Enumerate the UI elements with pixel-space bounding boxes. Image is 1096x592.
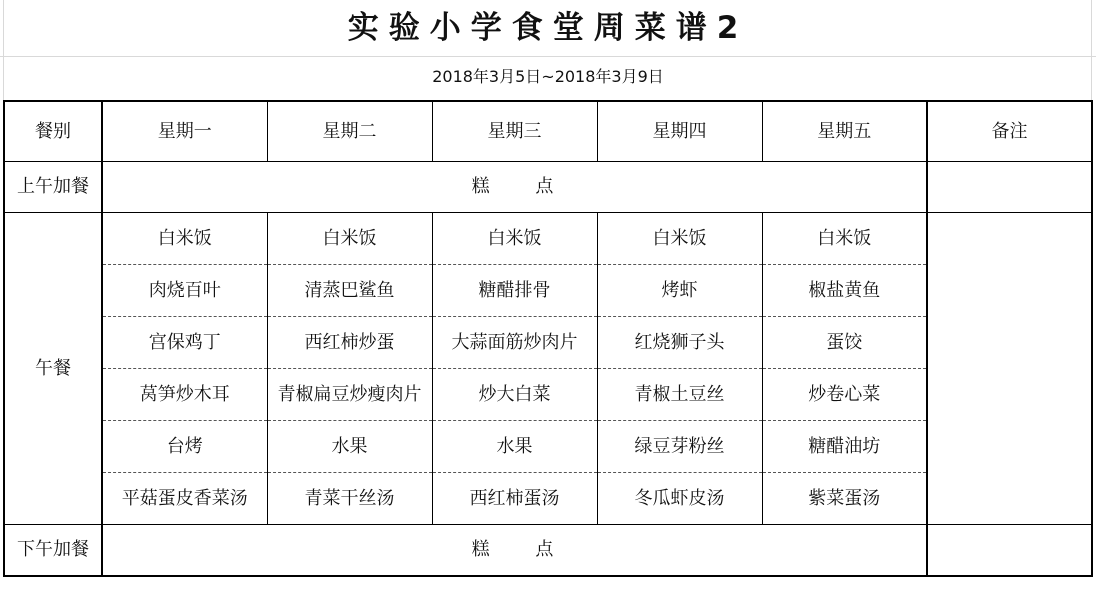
sheet-gridline-top: [0, 56, 1096, 57]
dish-cell[interactable]: 烤虾: [597, 265, 762, 317]
notes-cell-lunch[interactable]: [927, 213, 1092, 525]
meal-label-morning-snack[interactable]: 上午加餐: [4, 162, 102, 213]
dish-cell[interactable]: 冬瓜虾皮汤: [597, 473, 762, 525]
morning-snack-row: [4, 162, 1092, 213]
page-title: 实验小学食堂周菜谱2: [347, 10, 749, 46]
dish-cell[interactable]: 蛋饺: [762, 317, 927, 369]
column-header-meal[interactable]: 餐别: [4, 101, 102, 162]
header-row: [4, 101, 1092, 162]
dish-cell[interactable]: 肉烧百叶: [102, 265, 267, 317]
dish-cell[interactable]: 水果: [267, 421, 432, 473]
dish-cell[interactable]: 绿豆芽粉丝: [597, 421, 762, 473]
dish-cell[interactable]: 白米饭: [762, 213, 927, 265]
meal-label-lunch[interactable]: 午餐: [4, 213, 102, 525]
column-header-notes[interactable]: 备注: [927, 101, 1092, 162]
column-header-friday[interactable]: 星期五: [762, 101, 927, 162]
dish-cell[interactable]: 炒大白菜: [432, 369, 597, 421]
dish-cell[interactable]: 白米饭: [102, 213, 267, 265]
dish-cell[interactable]: 炒卷心菜: [762, 369, 927, 421]
lunch-row: [4, 213, 1092, 265]
meal-label-afternoon-snack[interactable]: 下午加餐: [4, 525, 102, 577]
dish-cell[interactable]: 白米饭: [267, 213, 432, 265]
dish-cell[interactable]: 青菜干丝汤: [267, 473, 432, 525]
dish-cell[interactable]: 白米饭: [432, 213, 597, 265]
column-header-monday[interactable]: 星期一: [102, 101, 267, 162]
dish-cell[interactable]: 西红柿炒蛋: [267, 317, 432, 369]
dish-cell[interactable]: 台烤: [102, 421, 267, 473]
notes-cell-afternoon-snack[interactable]: [927, 525, 1092, 577]
dish-cell[interactable]: 水果: [432, 421, 597, 473]
column-header-thursday[interactable]: 星期四: [597, 101, 762, 162]
afternoon-snack-row: [4, 525, 1092, 577]
dish-cell[interactable]: 平菇蛋皮香菜汤: [102, 473, 267, 525]
dish-cell[interactable]: 糖醋油坊: [762, 421, 927, 473]
dish-cell[interactable]: 椒盐黄鱼: [762, 265, 927, 317]
column-header-tuesday[interactable]: 星期二: [267, 101, 432, 162]
dish-cell[interactable]: 白米饭: [597, 213, 762, 265]
dish-cell[interactable]: 红烧狮子头: [597, 317, 762, 369]
dish-cell[interactable]: 宫保鸡丁: [102, 317, 267, 369]
dish-cell[interactable]: 清蒸巴鲨鱼: [267, 265, 432, 317]
dish-cell[interactable]: 大蒜面筋炒肉片: [432, 317, 597, 369]
column-header-wednesday[interactable]: 星期三: [432, 101, 597, 162]
morning-snack-content[interactable]: 糕 点: [102, 162, 927, 213]
dish-cell[interactable]: 紫菜蛋汤: [762, 473, 927, 525]
date-range: 2018年3月5日~2018年3月9日: [432, 67, 664, 86]
afternoon-snack-content[interactable]: 糕 点: [102, 525, 927, 577]
weekly-menu-table: [3, 100, 1093, 577]
dish-cell[interactable]: 青椒扁豆炒瘦肉片: [267, 369, 432, 421]
dish-cell[interactable]: 莴笋炒木耳: [102, 369, 267, 421]
notes-cell-morning-snack[interactable]: [927, 162, 1092, 213]
dish-cell[interactable]: 糖醋排骨: [432, 265, 597, 317]
dish-cell[interactable]: 西红柿蛋汤: [432, 473, 597, 525]
dish-cell[interactable]: 青椒土豆丝: [597, 369, 762, 421]
